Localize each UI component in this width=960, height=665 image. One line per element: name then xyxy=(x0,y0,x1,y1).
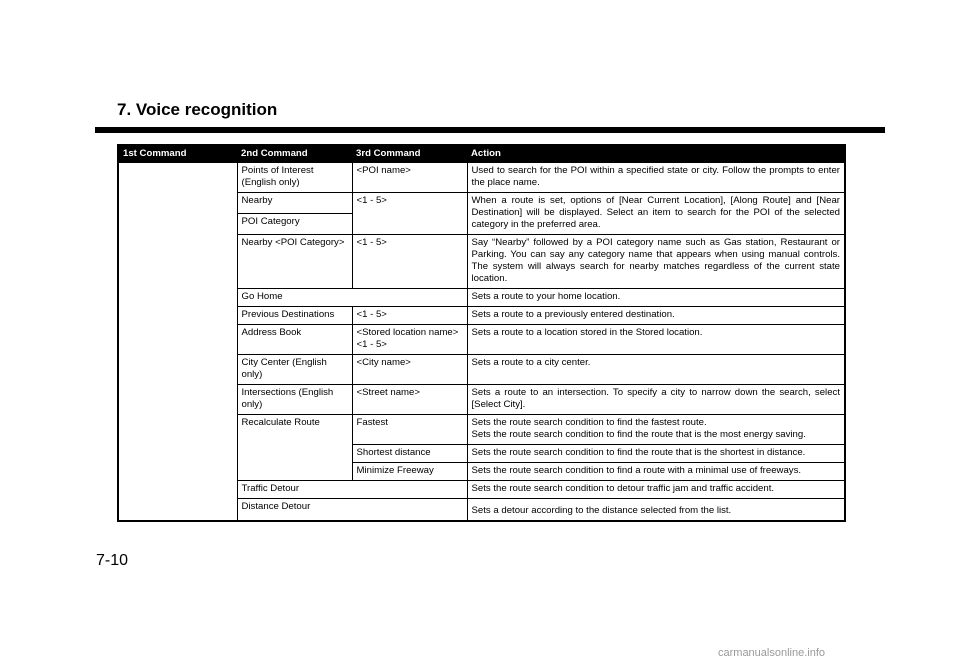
action-text: Sets the route search condition to find the route that is the shortest in distance. xyxy=(467,445,845,463)
third-command: <City name> xyxy=(352,355,467,385)
third-command-line: <Stored location name> xyxy=(356,327,459,338)
second-command: Address Book xyxy=(237,325,352,355)
title-rule xyxy=(95,127,885,133)
header-3rd-command: 3rd Command xyxy=(352,145,467,163)
watermark: carmanualsonline.info xyxy=(718,647,826,659)
header-action: Action xyxy=(467,145,845,163)
second-command: Distance Detour xyxy=(237,499,467,522)
second-command: Recalculate Route xyxy=(237,415,352,481)
second-command: Go Home xyxy=(237,289,467,307)
action-text: Sets a route to a location stored in the Stored location. xyxy=(467,325,845,355)
action-text: Used to search for the POI within a specified state or city. Follow the prompts to enter the place name. xyxy=(467,163,845,193)
second-command: Intersections (English only) xyxy=(237,385,352,415)
action-text: When a route is set, options of [Near Current Location], [Along Route] and [Near Destination] will be displayed. Select an item to search for the POI of the selected category in the preferred area. xyxy=(467,193,845,235)
third-command: <1 - 5> xyxy=(352,235,467,289)
action-text: Sets a route to your home location. xyxy=(467,289,845,307)
second-command: City Center (English only) xyxy=(237,355,352,385)
second-command: Traffic Detour xyxy=(237,481,467,499)
header-1st-command: 1st Command xyxy=(118,145,237,163)
table-header-row xyxy=(118,145,845,163)
voice-command-table xyxy=(117,144,846,522)
action-text: Say “Nearby” followed by a POI category name such as Gas station, Restaurant or Parking. You can say any category name that appears when using manual controls. The system will always search for nearby matches regardless of the current state location. xyxy=(467,235,845,289)
section-title: 7. Voice recognition xyxy=(117,100,278,119)
second-command: Nearby xyxy=(237,193,352,214)
third-command: <Street name> xyxy=(352,385,467,415)
page-number: 7-10 xyxy=(96,552,129,569)
header-2nd-command: 2nd Command xyxy=(237,145,352,163)
action-text: Sets a route to an intersection. To specify a city to narrow down the search, select [Select City]. xyxy=(467,385,845,415)
third-command: <POI name> xyxy=(352,163,467,193)
third-command xyxy=(352,325,467,355)
third-command: Shortest distance xyxy=(352,445,467,463)
table-row xyxy=(118,163,845,193)
third-command: <1 - 5> xyxy=(352,193,467,235)
action-text: Sets a detour according to the distance selected from the list. xyxy=(467,499,845,522)
action-text: Sets a route to a city center. xyxy=(467,355,845,385)
action-line: Sets the route search condition to find the fastest route. xyxy=(471,417,707,428)
action-text: Sets the route search condition to detour traffic jam and traffic accident. xyxy=(467,481,845,499)
third-command: <1 - 5> xyxy=(352,307,467,325)
third-command: Minimize Freeway xyxy=(352,463,467,481)
action-text xyxy=(467,415,845,445)
third-command-line: <1 - 5> xyxy=(356,339,387,350)
action-text: Sets the route search condition to find a route with a minimal use of freeways. xyxy=(467,463,845,481)
first-command-cell xyxy=(118,163,237,522)
second-command: Nearby <POI Category> xyxy=(237,235,352,289)
action-text: Sets a route to a previously entered destination. xyxy=(467,307,845,325)
second-command: POI Category xyxy=(237,214,352,235)
second-command: Previous Destinations xyxy=(237,307,352,325)
action-line: Sets the route search condition to find the route that is the most energy saving. xyxy=(471,429,806,440)
third-command: Fastest xyxy=(352,415,467,445)
second-command: Points of Interest (English only) xyxy=(237,163,352,193)
